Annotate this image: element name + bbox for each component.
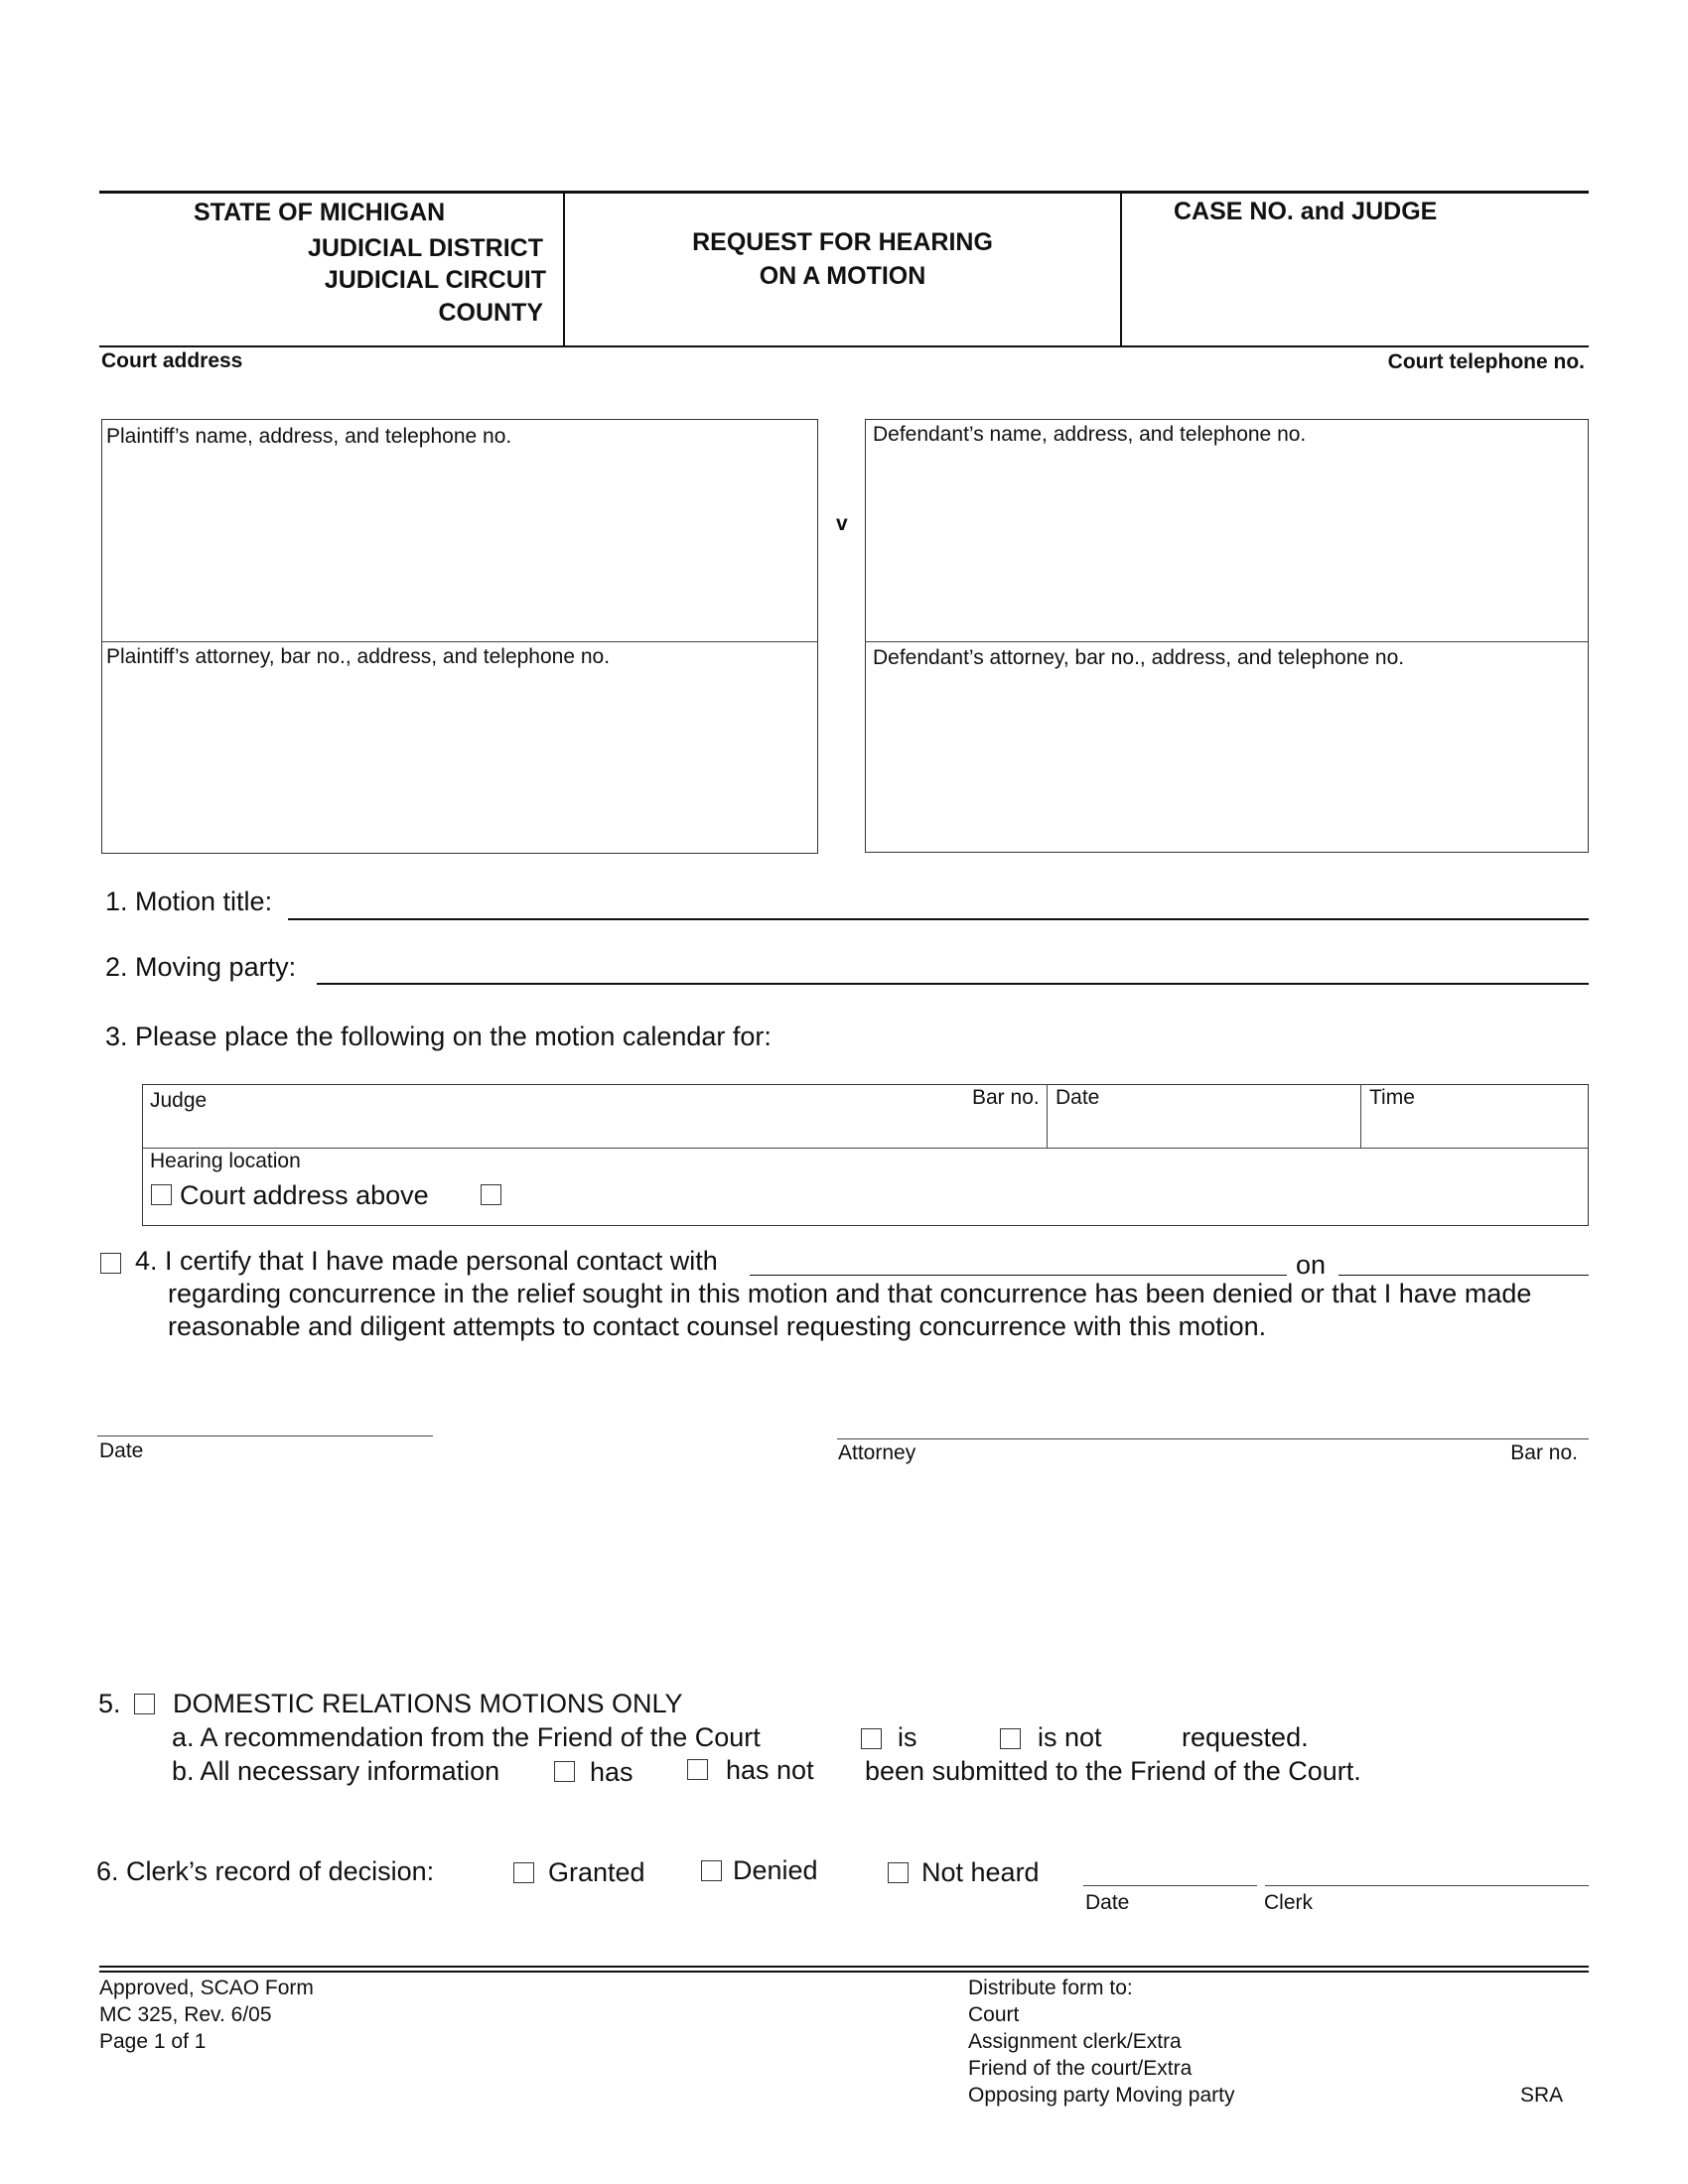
hearing-location-label: Hearing location [150, 1150, 301, 1172]
recommendation-is-not-label: is not [1038, 1722, 1102, 1752]
signature-date-field[interactable] [97, 1435, 433, 1436]
recommendation-is-checkbox[interactable] [861, 1728, 882, 1749]
motion-title-field[interactable] [288, 918, 1589, 920]
state-name: STATE OF MICHIGAN [194, 199, 446, 226]
moving-party-field[interactable] [317, 983, 1589, 985]
calendar-col-divider-2 [1360, 1084, 1361, 1148]
motion-title-label: 1. Motion title: [105, 887, 273, 916]
granted-checkbox[interactable] [513, 1862, 534, 1883]
information-label: b. All necessary information [172, 1756, 500, 1786]
moving-party-label: 2. Moving party: [105, 952, 297, 982]
form-code: SRA [1520, 2084, 1564, 2107]
defendant-box[interactable] [865, 419, 1589, 853]
approved-label: Approved, SCAO Form [99, 1977, 314, 1999]
information-tail: been submitted to the Friend of the Court. [865, 1756, 1361, 1786]
footer-rule-top [99, 1966, 1589, 1968]
certify-label: 4. I certify that I have made personal contact with [135, 1246, 718, 1276]
calendar-time-field[interactable] [1369, 1112, 1578, 1142]
form-number: MC 325, Rev. 6/05 [99, 2003, 272, 2026]
recommendation-is-label: is [898, 1722, 917, 1752]
certify-line3: reasonable and diligent attempts to contact counsel requesting concurrence with this motion. [168, 1311, 1267, 1341]
judicial-circuit: JUDICIAL CIRCUIT [324, 266, 546, 294]
granted-label: Granted [548, 1857, 645, 1887]
information-has-not-checkbox[interactable] [687, 1759, 708, 1780]
certify-line2: regarding concurrence in the relief sought in this motion and that concurrence has been denied or that I have made [168, 1279, 1532, 1308]
defendant-box-divider [865, 641, 1589, 642]
motion-calendar-label: 3. Please place the following on the motion calendar for: [105, 1022, 772, 1051]
court-telephone-label: Court telephone no. [1387, 350, 1585, 373]
calendar-date-label: Date [1055, 1086, 1100, 1109]
domestic-relations-checkbox[interactable] [134, 1694, 155, 1714]
plaintiff-label: Plaintiff’s name, address, and telephone no. [106, 425, 512, 448]
distribute-title: Distribute form to: [968, 1977, 1133, 1999]
calendar-time-label: Time [1369, 1086, 1415, 1109]
footer-rule-bottom [99, 1971, 1589, 1973]
header-top-rule [99, 191, 1589, 194]
calendar-col-divider-1 [1047, 1084, 1048, 1148]
distribute-item-friend-of-court: Friend of the court/Extra [968, 2057, 1193, 2080]
calendar-date-field[interactable] [1055, 1112, 1353, 1142]
clerk-signature-field[interactable] [1265, 1885, 1589, 1886]
judge-label: Judge [150, 1089, 208, 1112]
court-address-label: Court address [101, 349, 243, 372]
other-location-checkbox[interactable] [481, 1184, 501, 1205]
versus: v [836, 512, 848, 535]
distribute-item-parties: Opposing party Moving party [968, 2084, 1235, 2107]
recommendation-label: a. A recommendation from the Friend of the Court [172, 1722, 761, 1752]
attorney-bar-no-label: Bar no. [1510, 1441, 1578, 1464]
contact-date-field[interactable] [1338, 1275, 1589, 1276]
information-has-not-label: has not [726, 1755, 814, 1785]
distribute-item-assignment-clerk: Assignment clerk/Extra [968, 2030, 1182, 2053]
information-has-checkbox[interactable] [554, 1761, 575, 1782]
domestic-relations-title: DOMESTIC RELATIONS MOTIONS ONLY [173, 1689, 683, 1718]
judge-field[interactable] [150, 1112, 934, 1142]
clerk-record-label: 6. Clerk’s record of decision: [96, 1856, 435, 1886]
defendant-label: Defendant’s name, address, and telephone no. [873, 423, 1307, 446]
judicial-district: JUDICIAL DISTRICT [307, 234, 543, 262]
header-divider-right [1120, 193, 1122, 346]
certify-checkbox[interactable] [100, 1253, 121, 1274]
certify-on-label: on [1296, 1250, 1327, 1280]
recommendation-is-not-checkbox[interactable] [1000, 1728, 1021, 1749]
distribute-item-court: Court [968, 2003, 1020, 2026]
form-title-line1: REQUEST FOR HEARING [692, 228, 993, 256]
not-heard-checkbox[interactable] [888, 1862, 909, 1883]
recommendation-requested: requested. [1182, 1722, 1309, 1752]
attorney-signature-field[interactable] [837, 1438, 1589, 1439]
signature-date-label: Date [99, 1439, 144, 1462]
form-title-line2: ON A MOTION [759, 262, 926, 290]
case-no-label: CASE NO. and JUDGE [1174, 198, 1438, 225]
information-has-label: has [590, 1757, 633, 1787]
clerk-label: Clerk [1264, 1891, 1314, 1914]
calendar-row-divider [142, 1148, 1589, 1149]
denied-checkbox[interactable] [701, 1860, 722, 1881]
not-heard-label: Not heard [921, 1857, 1040, 1887]
header-bottom-rule [99, 345, 1589, 347]
judge-bar-no-label: Bar no. [972, 1086, 1040, 1109]
denied-label: Denied [733, 1855, 818, 1885]
court-address-above-checkbox[interactable] [151, 1184, 172, 1205]
county: COUNTY [438, 299, 543, 327]
clerk-date-field[interactable] [1083, 1885, 1257, 1886]
defendant-attorney-label: Defendant’s attorney, bar no., address, and telephone no. [873, 646, 1405, 669]
plaintiff-box[interactable] [101, 419, 818, 854]
domestic-relations-number: 5. [98, 1689, 121, 1718]
attorney-label: Attorney [838, 1441, 916, 1464]
plaintiff-box-divider [101, 641, 818, 642]
contact-name-field[interactable] [750, 1275, 1287, 1276]
page-number: Page 1 of 1 [99, 2030, 207, 2053]
clerk-date-label: Date [1085, 1891, 1130, 1914]
court-address-above-label: Court address above [180, 1180, 429, 1210]
plaintiff-attorney-label: Plaintiff’s attorney, bar no., address, and telephone no. [106, 645, 611, 668]
